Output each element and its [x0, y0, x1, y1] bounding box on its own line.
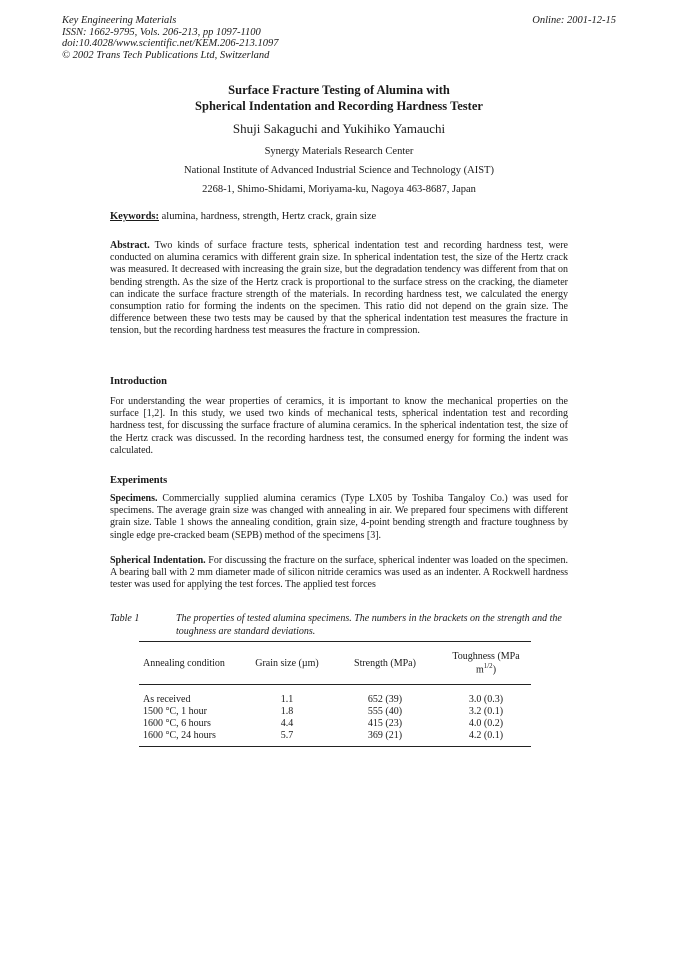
- table-caption-text: The properties of tested alumina specimens. The numbers in the brackets on the strength and the toughness are standard deviations.: [176, 613, 562, 637]
- table-header-row: [139, 642, 531, 685]
- keywords-label: Keywords:: [110, 211, 159, 222]
- doi-line[interactable]: doi:10.4028/www.scientific.net/KEM.206-213.1097: [62, 38, 279, 49]
- online-date: Online: 2001-12-15: [532, 15, 616, 26]
- header-strength: Strength (MPa): [329, 642, 439, 685]
- cell-annealing: 1600 °C, 24 hours: [139, 730, 243, 747]
- header-grain-size: Grain size (µm): [243, 642, 329, 685]
- specimens-paragraph: [110, 493, 568, 542]
- properties-table: [139, 641, 531, 747]
- spherical-indentation-text: For discussing the fracture on the surface, spherical indenter was loaded on the specimen. A bearing ball with 2 mm diameter made of silicon nitride ceramics was used as an indenter. A Rockwell hardness tester was used for applying the test forces. The applied test forces: [110, 555, 568, 591]
- cell-grain-size: 4.4: [280, 718, 294, 730]
- affiliation-institute: National Institute of Advanced Industrial Science and Technology (AIST): [184, 165, 494, 176]
- experiments-heading: Experiments: [110, 475, 168, 486]
- cell-grain-size: 1.8: [280, 706, 294, 718]
- cell-grain-size: 5.7: [243, 730, 329, 747]
- header-annealing: Annealing condition: [139, 642, 243, 685]
- spherical-indentation-label: Spherical Indentation.: [110, 555, 206, 566]
- introduction-heading: Introduction: [110, 376, 167, 387]
- affiliation: [60, 142, 618, 199]
- issn-line: ISSN: 1662-9795, Vols. 206-213, pp 1097-1100: [62, 26, 261, 38]
- cell-toughness: 4.0 (0.2): [468, 718, 504, 730]
- header-toughness-sup: 1/2: [483, 662, 493, 670]
- specimens-text: Commercially supplied alumina ceramics (Type LX05 by Toshiba Tangaloy Co.) was used for specimens. The average grain size was changed with annealing in air. We prepared four specimens with different grain size. Table 1 shows the annealing condition, grain size, 4-point bending strength and fracture toughness by single edge pre-cracked beam (SEPB) method of the specimens [3].: [110, 493, 568, 541]
- table-row: [139, 685, 531, 707]
- authors: Shuji Sakaguchi and Yukihiko Yamauchi: [232, 121, 446, 136]
- cell-annealing: 1500 °C, 1 hour: [143, 706, 207, 718]
- affiliation-center: Synergy Materials Research Center: [264, 146, 414, 157]
- header-toughness-text: Toughness (MPa m: [452, 651, 520, 676]
- copyright-line: © 2002 Trans Tech Publications Ltd, Switzerland: [62, 49, 270, 61]
- table-caption: [110, 612, 568, 638]
- cell-toughness: 4.2 (0.1): [439, 730, 531, 747]
- paper-title: [60, 82, 618, 114]
- affiliation-address: 2268-1, Shimo-Shidami, Moriyama-ku, Nagoya 463-8687, Japan: [202, 184, 476, 195]
- journal-header: [62, 15, 279, 61]
- title-line-1: Surface Fracture Testing of Alumina with: [228, 83, 450, 97]
- table-row: [139, 706, 531, 718]
- cell-annealing: 1600 °C, 6 hours: [143, 718, 211, 730]
- table-row: [139, 730, 531, 747]
- abstract-text: Two kinds of surface fracture tests, spherical indentation test and recording hardness test, were conducted on alumina ceramics with different grain size. In spherical indentation test, the size of the Hertz crack was measured. It decreased with increasing the grain size, but the degradation tendency was different from that on bending strength. As the size of the Hertz crack is proportional to the surface stress on the cracking, the diameter can indicate the surface fracture strength of the materials. In recording hardness test, we calculated the energy consumption ratio for forming the indents on the specimen. This ratio did not depend on the grain size. The difference between these two tests may be caused by that the spherical indentation test measures the fracture in tension, but the recording hardness test measures the fracture in compression.: [110, 240, 568, 337]
- abstract-label: Abstract.: [110, 240, 150, 251]
- cell-strength: 369 (21): [329, 730, 439, 747]
- table-label: Table 1: [110, 613, 140, 624]
- introduction-text: For understanding the wear properties of ceramics, it is important to know the mechanical properties on the surface [1,2]. In this study, we used two kinds of mechanical tests, spherical indentation test and recording hardness test, for discussing the surface fracture of alumina ceramics. In the spherical indentation test, the size of the Hertz crack was discussed. In the recording hardness test, the consumed energy for forming the indent was calculated.: [110, 396, 568, 456]
- specimens-label: Specimens.: [110, 493, 158, 504]
- keywords: [110, 211, 376, 222]
- cell-grain-size: 1.1: [280, 694, 294, 706]
- abstract: [110, 240, 568, 338]
- cell-annealing: As received: [143, 694, 191, 706]
- title-line-2: Spherical Indentation and Recording Hardness Tester: [195, 99, 483, 113]
- keywords-text: alumina, hardness, strength, Hertz crack, grain size: [159, 211, 377, 222]
- table-row: [139, 718, 531, 730]
- cell-strength: 415 (23): [367, 718, 403, 730]
- cell-toughness: 3.2 (0.1): [468, 706, 504, 718]
- cell-toughness: 3.0 (0.3): [468, 694, 504, 706]
- spherical-indentation-paragraph: [110, 555, 568, 592]
- header-toughness: [439, 642, 531, 685]
- cell-strength: 555 (40): [367, 706, 403, 718]
- cell-strength: 652 (39): [367, 694, 403, 706]
- header-toughness-close: ): [492, 664, 497, 676]
- journal-name: Key Engineering Materials: [62, 15, 177, 26]
